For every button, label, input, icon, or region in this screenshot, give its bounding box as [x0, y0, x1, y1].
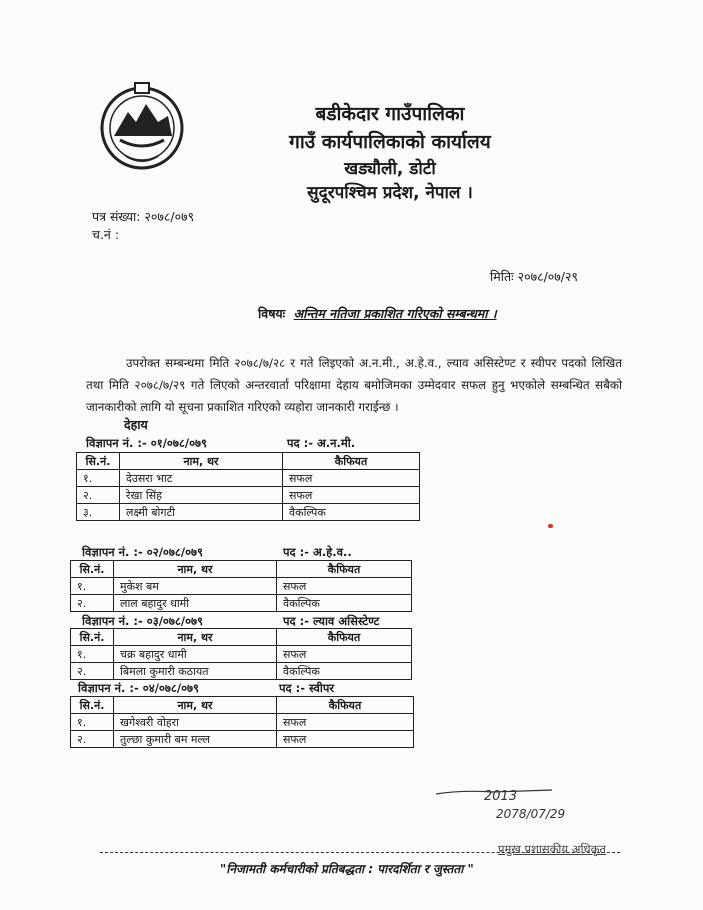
- table-row: [77, 504, 420, 521]
- signature-initials: 2013: [484, 789, 518, 804]
- body-text: उपरोक्त सम्बन्धमा मिति २०७८/७/२८ र गते लिइएको अ.न.मी., अ.हे.व., ल्याव असिस्टेण्ट र स्वीपर पदको लिखित तथा मिति २०७८/७/२९ गते लिएको अन्तरवार्ता परिक्षामा देहाय बमोजिमका उम्मेदवार सफल हुनु भएकोले सम्बन्धित सबैको जानकारीको लागि यो सूचना प्रकाशित गरिएको व्यहोरा जानकारी गराईन्छ ।: [86, 356, 622, 414]
- results-table: [76, 452, 420, 521]
- office-name: गाउँ कार्यपालिकाको कार्यालय: [289, 131, 491, 153]
- col-name: नाम, थर: [120, 453, 283, 470]
- results-table: [70, 628, 412, 680]
- row-name: तुल्छा कुमारी बम मल्ल: [114, 731, 277, 748]
- red-ink-mark: [548, 524, 553, 528]
- row-sn: ३.: [77, 504, 120, 521]
- advertisement-number: विज्ञापन नं. :- ०१/०७८/०७९: [86, 436, 208, 450]
- col-name: नाम, थर: [114, 561, 277, 578]
- signer-title: प्रमुख प्रशासकीय अधिकृत: [498, 842, 606, 856]
- table-row: [71, 663, 412, 680]
- row-name: चक्र बहादुर धामी: [114, 646, 277, 663]
- row-name: बिमला कुमारी कठायत: [114, 663, 277, 680]
- reference-number: पत्र संख्या: २०७८/०७९: [92, 209, 195, 224]
- row-remarks: सफल: [277, 714, 414, 731]
- advertisement-number: विज्ञापन नं. :- ०३/०७८/०७९: [82, 614, 204, 628]
- col-remarks: कैफियत: [283, 453, 420, 470]
- row-remarks: सफल: [277, 646, 412, 663]
- col-sn: सि.नं.: [71, 629, 114, 646]
- row-sn: १.: [77, 470, 120, 487]
- row-sn: १.: [71, 646, 114, 663]
- dispatch-number: च.नं :: [92, 227, 120, 242]
- row-name: खगेश्वरी वोहरा: [114, 714, 277, 731]
- col-sn: सि.नं.: [77, 453, 120, 470]
- advertisement-number: विज्ञापन नं. :- ०४/०७८/०७९: [78, 681, 200, 695]
- post-name: पद :- अ.हे.व..: [283, 545, 352, 559]
- row-sn: १.: [71, 578, 114, 595]
- following-heading: देहाय: [124, 417, 148, 432]
- subject-line: [258, 305, 558, 322]
- row-name: लक्ष्मी बोगटी: [120, 504, 283, 521]
- office-location: खड्यौली, डोटी: [344, 159, 436, 179]
- table-row: [71, 714, 414, 731]
- post-name: पद :- अ.न.मी.: [287, 436, 356, 450]
- col-remarks: कैफियत: [277, 697, 414, 714]
- row-remarks: वैकल्पिक: [277, 663, 412, 680]
- row-remarks: सफल: [277, 578, 412, 595]
- row-remarks: सफल: [283, 470, 420, 487]
- table-row: [77, 487, 420, 504]
- municipality-emblem-icon: [96, 78, 188, 172]
- row-remarks: वैकल्पिक: [277, 595, 412, 612]
- subject-text: अन्तिम नतिजा प्रकाशित गरिएको सम्बन्धमा ।: [293, 306, 497, 321]
- advertisement-number: विज्ञापन नं. :- ०२/०७८/०७९: [82, 545, 204, 559]
- table-row: [71, 731, 414, 748]
- row-name: रेखा सिंह: [120, 487, 283, 504]
- post-name: पद :- ल्याव असिस्टेण्ट: [283, 614, 380, 628]
- post-name: पद :- स्वीपर: [279, 681, 335, 695]
- col-name: नाम, थर: [114, 629, 277, 646]
- row-sn: २.: [71, 731, 114, 748]
- subject-label: विषयः: [258, 306, 286, 321]
- col-remarks: कैफियत: [277, 629, 412, 646]
- col-sn: सि.नं.: [71, 697, 114, 714]
- row-sn: २.: [77, 487, 120, 504]
- results-table: [70, 560, 412, 612]
- footer-motto: "निजामती कर्मचारीको प्रतिबद्धता : पारदर्शिता र जुस्तता ": [220, 862, 474, 876]
- results-table: [70, 696, 414, 748]
- row-sn: २.: [71, 595, 114, 612]
- letter-date: मितिः २०७८/०७/२९: [490, 269, 578, 284]
- signature-date: 2078/07/29: [496, 807, 566, 821]
- row-sn: १.: [71, 714, 114, 731]
- row-name: देउसरा भाट: [120, 470, 283, 487]
- row-remarks: सफल: [277, 731, 414, 748]
- row-remarks: सफल: [283, 487, 420, 504]
- col-name: नाम, थर: [114, 697, 277, 714]
- row-remarks: वैकल्पिक: [283, 504, 420, 521]
- row-name: मुकेश बम: [114, 578, 277, 595]
- table-row: [71, 595, 412, 612]
- table-row: [71, 646, 412, 663]
- signature-mark: [432, 778, 572, 822]
- table-row: [71, 578, 412, 595]
- province-country: सुदूरपश्चिम प्रदेश, नेपाल ।: [307, 183, 473, 203]
- row-name: लाल बहादुर धामी: [114, 595, 277, 612]
- municipality-name: बडीकेदार गाउँपालिका: [315, 103, 465, 125]
- col-remarks: कैफियत: [277, 561, 412, 578]
- table-row: [77, 470, 420, 487]
- col-sn: सि.नं.: [71, 561, 114, 578]
- row-sn: २.: [71, 663, 114, 680]
- body-paragraph: [86, 352, 622, 418]
